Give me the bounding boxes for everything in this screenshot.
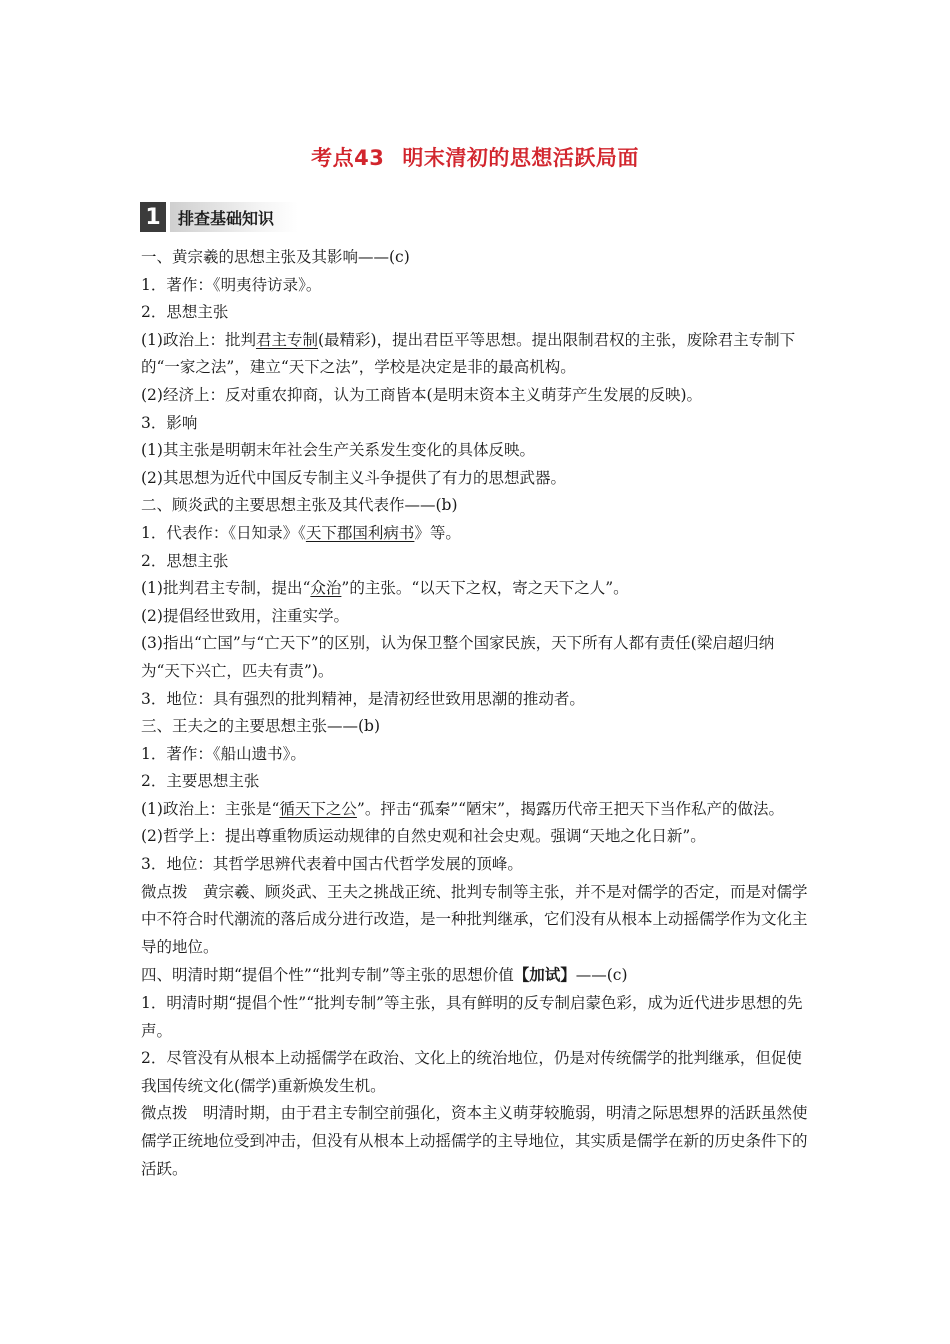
section-badge-label: 排查基础知识 [170,202,298,232]
text-line: 1．著作：《船山遗书》。 [141,744,306,763]
document-body [141,244,813,1183]
underlined-keyword: 君主专制 [255,330,318,349]
underlined-keyword: 天下郡国利病书 [305,523,415,542]
text-span: ”。抨击“孤秦”“陋宋”，揭露历代帝王把天下当作私产的做法。 [356,799,785,818]
tip-note: 微点拨 黄宗羲、顾炎武、王夫之挑战正统、批判专制等主张，并不是对儒学的否定，而是对儒学中不符合时代潮流的落后成分进行改造，是一种批判继承，它们没有从根本上动摇儒学作为文化主导的地位。 [141,882,808,956]
section-badge-number: 1 [140,202,166,232]
text-line: 1．著作：《明夷待访录》。 [141,275,322,294]
heading-wang-fuzhi: 三、王夫之的主要思想主张——(b) [141,717,381,736]
heading-huang-zongxi: 一、黄宗羲的思想主张及其影响——(c) [141,248,410,266]
text-span: (最精彩)，提出君臣平等思想。提出限制君权的主张，废除君主专制下的“一家之法”，建立“天下之法”，学校是决定是非的最高机构。 [141,330,796,377]
text-span: ——(c) [575,966,628,985]
text-line: 3．地位：其哲学思辨代表着中国古代哲学发展的顶峰。 [141,855,523,874]
text-line: (2)哲学上：提出尊重物质运动规律的自然史观和社会史观。强调“天地之化日新”。 [141,827,706,846]
text-line: 1．明清时期“提倡个性”“批判专制”等主张，具有鲜明的反专制启蒙色彩，成为近代进步思想的先声。 [141,994,803,1040]
text-span: (1)批判君主专制，提出“ [141,579,311,598]
text-line [141,327,813,382]
text-span: (1)政治上：批判 [141,330,256,349]
text-line [141,520,813,548]
text-line: (3)指出“亡国”与“亡天下”的区别，认为保卫整个国家民族，天下所有人都有责任(梁启超归纳为“天下兴亡，匹夫有责”)。 [141,634,775,680]
title-number: 考点43 [311,146,385,170]
text-line: (1)其主张是明朝末年社会生产关系发生变化的具体反映。 [141,441,535,460]
text-span: ”的主张。“以天下之权，寄之天下之人”。 [341,579,629,598]
text-line: 2．思想主张 [141,551,229,570]
text-span: 1．代表作：《日知录》《 [141,523,306,542]
underlined-keyword: 循天下之公 [279,799,357,818]
text-line: 2．主要思想主张 [141,772,260,791]
underlined-keyword: 众治 [310,579,342,598]
text-line [141,796,813,824]
text-line: 2．思想主张 [141,303,229,322]
text-line: 2．尽管没有从根本上动摇儒学在政治、文化上的统治地位，仍是对传统儒学的批判继承，但促使我国传统文化(儒学)重新焕发生机。 [141,1049,802,1095]
text-span: (1)政治上：主张是“ [141,799,280,818]
page-title [0,142,950,172]
text-line [141,575,813,603]
heading-gu-yanwu: 二、顾炎武的主要思想主张及其代表作——(b) [141,496,458,515]
text-line: 3．地位：具有强烈的批判精神，是清初经世致用思潮的推动者。 [141,689,585,708]
text-span: 四、明清时期“提倡个性”“批判专制”等主张的思想价值 [141,966,514,985]
text-line: (2)经济上：反对重农抑商，认为工商皆本(是明末资本主义萌芽产生发展的反映)。 [141,385,703,404]
text-line: (2)其思想为近代中国反专制主义斗争提供了有力的思想武器。 [141,468,566,487]
text-span: 》等。 [414,523,461,542]
title-text: 明末清初的思想活跃局面 [402,146,639,170]
heading-ming-qing-thought [141,961,813,990]
text-line: 3．影响 [141,413,198,432]
text-line: (2)提倡经世致用，注重实学。 [141,606,349,625]
tip-note: 微点拨 明清时期，由于君主专制空前强化，资本主义萌芽较脆弱，明清之际思想界的活跃虽然使儒学正统地位受到冲击，但没有从根本上动摇儒学的主导地位，其实质是儒学在新的历史条件下的活跃。 [141,1104,808,1178]
section-badge [140,202,298,232]
extra-test-tag: 【加试】 [513,965,576,985]
